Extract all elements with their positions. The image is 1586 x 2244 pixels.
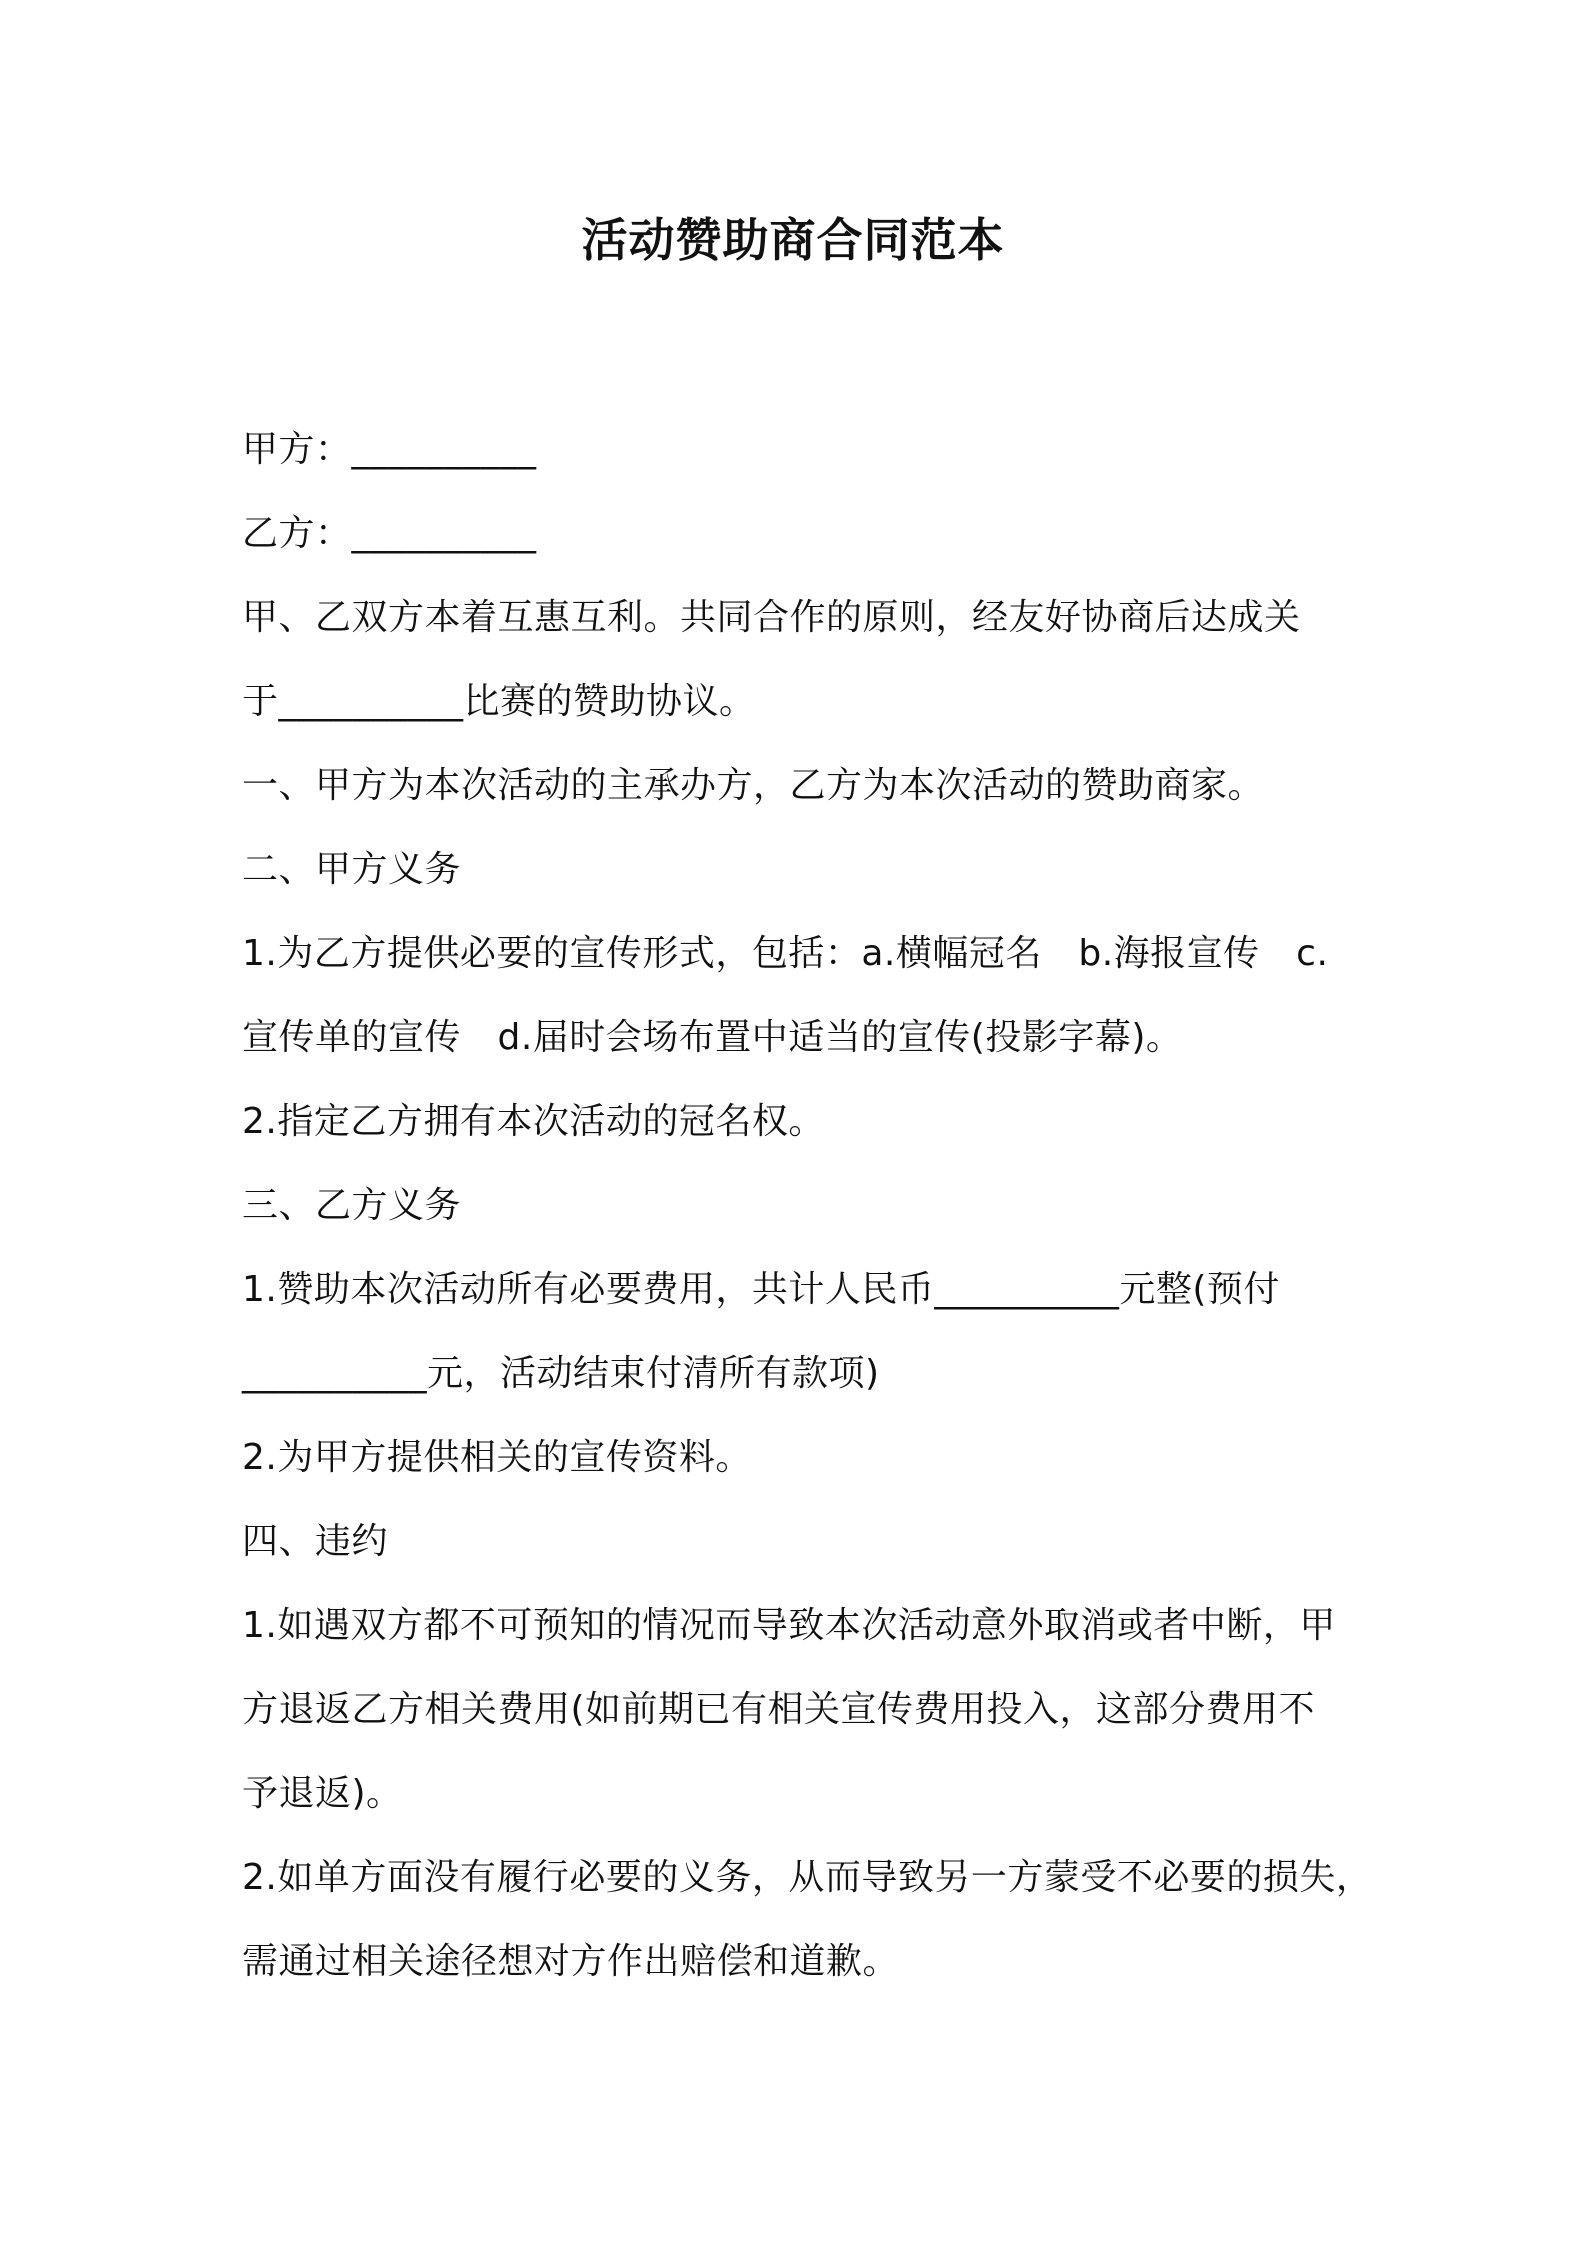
party-b-line: 乙方：__________ — [242, 513, 537, 554]
party-a-item-2: 2.指定乙方拥有本次活动的冠名权。 — [242, 1101, 825, 1142]
party-b-item-1-line-1: 1.赞助本次活动所有必要费用，共计人民币__________元整(预付 — [242, 1269, 1280, 1310]
section-heading-party-a-obligations: 二、甲方义务 — [242, 849, 462, 890]
preamble-line-2: 于__________比赛的赞助协议。 — [242, 681, 756, 722]
breach-item-2-line-1: 2.如单方面没有履行必要的义务，从而导致另一方蒙受不必要的损失， — [242, 1857, 1373, 1898]
party-a-item-1-line-1: 1.为乙方提供必要的宣传形式，包括：a.横幅冠名 b.海报宣传 c. — [242, 933, 1329, 974]
preamble-line-1: 甲、乙双方本着互惠互利。共同合作的原则，经友好协商后达成关 — [242, 597, 1301, 638]
party-b-item-1-line-2: __________元，活动结束付清所有款项) — [242, 1353, 880, 1394]
party-b-item-2: 2.为甲方提供相关的宣传资料。 — [242, 1437, 752, 1478]
document-body — [242, 408, 1373, 2004]
section-heading-party-b-obligations: 三、乙方义务 — [242, 1185, 462, 1226]
party-a-line: 甲方：__________ — [242, 429, 537, 470]
party-a-item-1-line-2: 宣传单的宣传 d.届时会场布置中适当的宣传(投影字幕)。 — [242, 1017, 1183, 1058]
breach-item-2-line-2: 需通过相关途径想对方作出赔偿和道歉。 — [242, 1941, 900, 1982]
section-heading-breach: 四、违约 — [242, 1521, 389, 1562]
breach-item-1-line-2: 方退返乙方相关费用(如前期已有相关宣传费用投入，这部分费用不 — [242, 1689, 1316, 1730]
document-title: 活动赞助商合同范本 — [581, 213, 1005, 267]
breach-item-1-line-3: 予退返)。 — [242, 1773, 403, 1814]
clause-1: 一、甲方为本次活动的主承办方，乙方为本次活动的赞助商家。 — [242, 765, 1265, 806]
breach-item-1-line-1: 1.如遇双方都不可预知的情况而导致本次活动意外取消或者中断，甲 — [242, 1605, 1336, 1646]
